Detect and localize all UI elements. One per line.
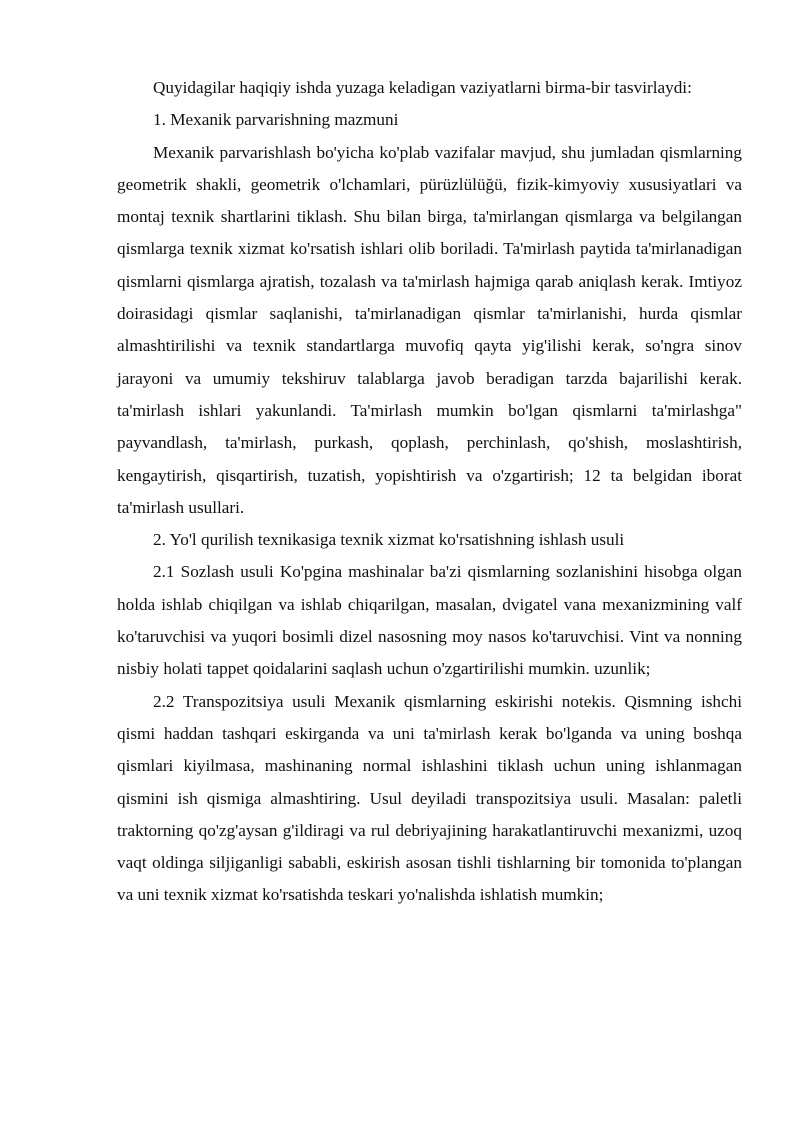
section-heading-2: 2. Yo'l qurilish texnikasiga texnik xizmat ko'rsatishning ishlash usuli [153, 530, 625, 550]
intro-sentence: Quyidagilar haqiqiy ishda yuzaga keladigan vaziyatlarni birma-bir tasvirlaydi: [153, 78, 692, 97]
body-paragraph-1: Mexanik parvarishlash bo'yicha ko'plab vazifalar mavjud, shu jumladan qismlarning geometrik shakli, geometrik o'lchamlari, pürüzlülüğü, fizik-kimyoviy xususiyatlari va montaj texnik shartlarini tiklash. Shu bilan birga, ta'mirlangan qismlarga va belgilangan qismlarga texnik xizmat ko'rsatish ishlari olib boriladi. Ta'mirlash paytida ta'mirlanadigan qismlarni qismlarga ajratish, tozalash va ta'mirlash hajmiga qarab aniqlash kerak. Imtiyoz doirasidagi qismlar saqlanishi, ta'mirlanadigan qismlar ta'mirlanishi, hurda qismlar almashtirilishi va texnik standartlarga muvofiq qayta yig'ilishi kerak, so'ngra sinov jarayoni va umumiy tekshiruv talablarga javob beradigan tarzda bajarilishi kerak. ta'mirlash ishlari yakunlandi. Ta'mirlash mumkin bo'lgan qismlarni ta'mirlashga" payvandlash, ta'mirlash, purkash, qoplash, perchinlash, qo'shish, moslashtirish, kengaytirish, qisqartirish, tuzatish, yopishtirish va o'zgartirish; 12 ta belgidan iborat ta'mirlash usullari. [117, 142, 742, 517]
section-heading-1: 1. Mexanik parvarishning mazmuni [153, 110, 399, 130]
document-body [117, 72, 742, 912]
body-paragraph-2-1: 2.1 Sozlash usuli Ko'pgina mashinalar ba'zi qismlarning sozlanishini hisobga olgan holda ishlab chiqilgan va ishlab chiqarilgan, masalan, dvigatel vana mexanizmining valf ko'taruvchisi va yuqori bosimli dizel nasosning moy nasos ko'taruvchisi. Vint va nonning nisbiy holati tappet qoidalarini saqlash uchun o'zgartirilishi mumkin. uzunlik; [117, 562, 742, 679]
body-paragraph-2-2: 2.2 Transpozitsiya usuli Mexanik qismlarning eskirishi notekis. Qismning ishchi qismi haddan tashqari eskirganda va uni ta'mirlash kerak bo'lganda va uning boshqa qismlari kiyilmasa, mashinaning normal ishlashini tiklash uchun uning ishlanmagan qismini ish qismiga almashtiring. Usul deyiladi transpozitsiya usuli. Masalan: paletli traktorning qo'zg'aysan g'ildiragi va rul debriyajining harakatlantiruvchi mexanizmi, uzoq vaqt oldinga siljiganligi sababli, eskirish asosan tishli tishlarning bir tomonida to'plangan va uni texnik xizmat ko'rsatishda teskari yo'nalishda ishlatish mumkin; [117, 691, 742, 905]
